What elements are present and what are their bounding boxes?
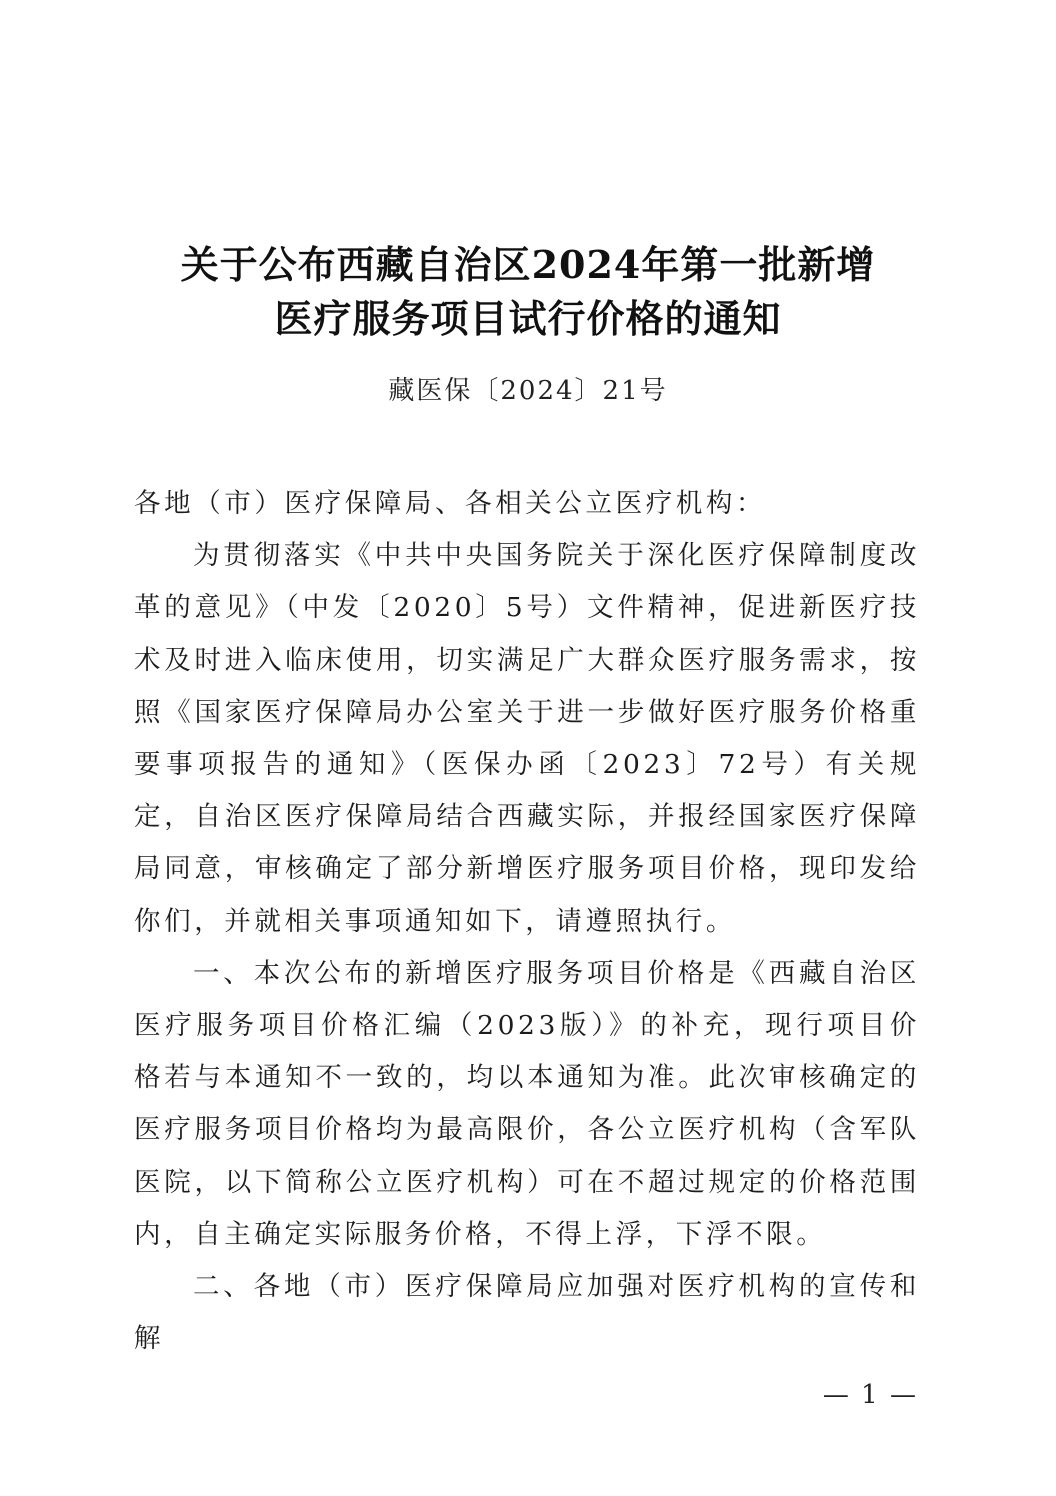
document-body [134, 478, 920, 1365]
salutation: 各地（市）医疗保障局、各相关公立医疗机构： [134, 488, 767, 519]
document-number: 藏医保〔2024〕21号 [388, 376, 668, 406]
paragraph-item-1: 一、本次公布的新增医疗服务项目价格是《西藏自治区医疗服务项目价格汇编（2023版）》的补充，现行项目价格若与本通知不一致的，均以本通知为准。此次审核确定的医疗服务项目价格均为最高限价，各公立医疗机构（含军队医院，以下简称公立医疗机构）可在不超过规定的价格范围内，自主确定实际服务价格，不得上浮，下浮不限。 [134, 957, 920, 1250]
paragraph-intro: 为贯彻落实《中共中央国务院关于深化医疗保障制度改革的意见》（中发〔2020〕5号）文件精神，促进新医疗技术及时进入临床使用，切实满足广大群众医疗服务需求，按照《国家医疗保障局办公室关于进一步做好医疗服务价格重要事项报告的通知》（医保办函〔2023〕72号）有关规定，自治区医疗保障局结合西藏实际，并报经国家医疗保障局同意，审核确定了部分新增医疗服务项目价格，现印发给你们，并就相关事项通知如下，请遵照执行。 [134, 540, 920, 937]
paragraph-item-2: 二、各地（市）医疗保障局应加强对医疗机构的宣传和解 [134, 1271, 920, 1355]
document-title-line-1: 关于公布西藏自治区2024年第一批新增 [180, 242, 876, 287]
page-number: — 1 — [822, 1380, 918, 1410]
document-title-line-2: 医疗服务项目试行价格的通知 [274, 296, 782, 341]
